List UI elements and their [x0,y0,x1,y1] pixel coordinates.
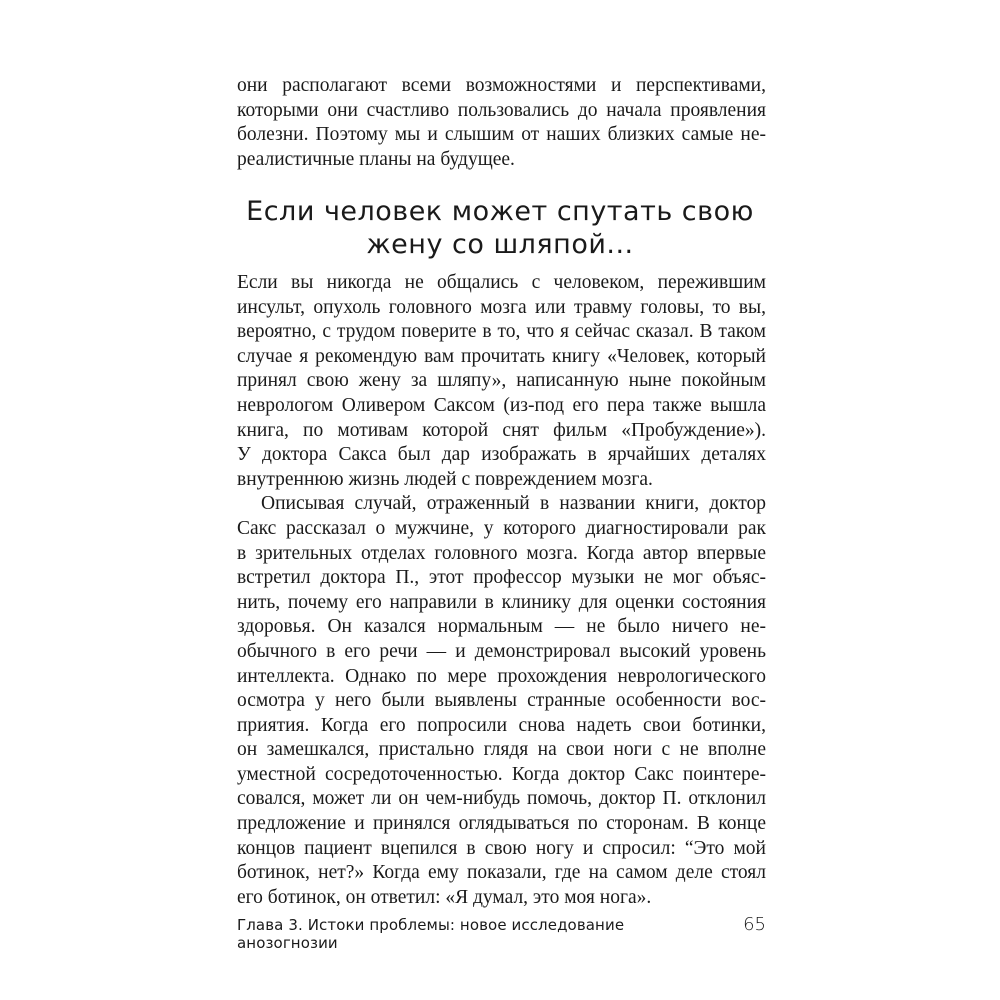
text-line: они располагают всеми возможностями и перспективами, [237,75,766,96]
section-heading [200,195,800,261]
text-line: случае я рекомендую вам прочитать книгу «Человек, который [237,345,766,367]
text-line: его ботинок, он ответил: «Я думал, это моя нога». [237,886,652,908]
text-line: нить, почему его направили в клинику для оценки состояния [237,591,766,613]
text-line: концов пациент вцепился в свою ногу и спросил: “Это мой [237,837,766,859]
page-number: 65 [743,914,766,935]
text-line: интеллекта. Однако по мере прохождения неврологического [237,665,766,687]
text-line: обычного в его речи — и демонстрировал высокий уровень [237,640,766,662]
text-line: приятия. Когда его попросили снова надеть свои ботинки, [237,714,766,736]
text-line: Если вы никогда не общались с человеком, пережившим [237,272,766,293]
top-paragraph [237,74,766,172]
text-line: предложение и принялся оглядываться по сторонам. В конце [237,813,766,835]
text-line: инсульт, опухоль головного мозга или травму головы, то вы, [237,296,766,318]
chapter-title: Глава 3. Истоки проблемы: новое исследование анозогнозии [237,916,625,952]
text-line: болезни. Поэтому мы и слышим от наших близких самые не- [237,124,766,146]
text-line: осмотра у него были выявлены странные особенности вос- [237,690,766,712]
text-line: встретил доктора П., этот профессор музыки не мог объяс- [237,567,766,589]
text-line: он замешкался, пристально глядя на свои ноги с не вполне [237,739,766,761]
text-line: неврологом Оливером Саксом (из-под его пера также вышла [237,394,766,416]
text-line: в зрительных отделах головного мозга. Когда автор впервые [237,542,766,564]
text-line: здоровья. Он казался нормальным — не было ничего не- [237,616,766,638]
text-line: У доктора Сакса был дар изображать в ярчайших деталях [237,444,766,466]
text-line: совался, может ли он чем-нибудь помочь, доктор П. отклонил [237,788,766,810]
text-line: реалистичные планы на будущее. [237,148,515,170]
text-line: внутреннюю жизнь людей с повреждением мозга. [237,468,653,490]
text-line: которыми они счастливо пользовались до начала проявления [237,99,766,121]
running-footer [237,914,766,952]
text-line: Описывая случай, отраженный в названии книги, доктор [261,493,766,515]
heading-line: Если человек может спутать свою [246,196,754,227]
text-line: ботинок, нет?» Когда ему показали, где на самом деле стоял [237,862,766,884]
text-line: Сакс рассказал о мужчине, у которого диагностировали рак [237,517,766,539]
text-line: вероятно, с трудом поверите в то, что я сейчас сказал. В таком [237,321,766,343]
heading-line: жену со шляпой... [366,229,634,260]
text-line: уместной сосредоточенностью. Когда доктор Сакс поинтере- [237,763,766,785]
text-line: книга, по мотивам которой снят фильм «Пробуждение»). [237,419,766,441]
text-line: принял свою жену за шляпу», написанную ныне покойным [237,370,766,392]
body-text [237,271,766,910]
